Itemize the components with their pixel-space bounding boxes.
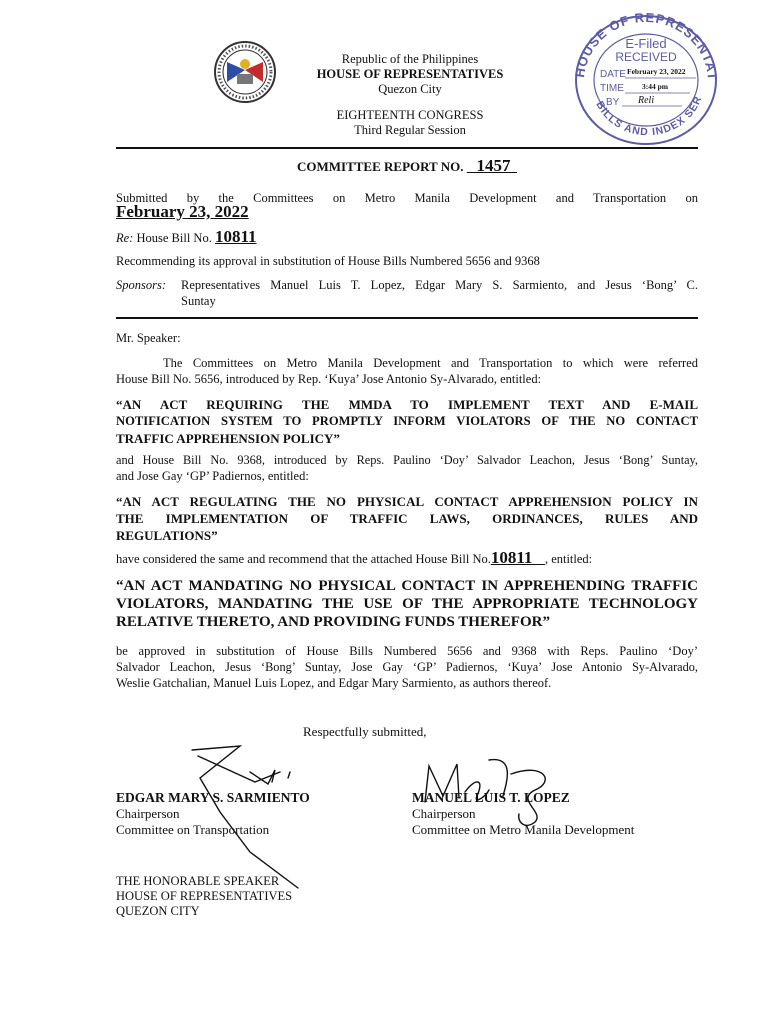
- para4-line1: be approved in substitution of House Bills Numbered 5656 and 9368 with Reps. Paulino ‘Doy’: [116, 644, 698, 658]
- para1-line1: The Committees on Metro Manila Development and Transportation to which were referred: [163, 356, 698, 370]
- stamp-time-value: 3:44 pm: [642, 82, 669, 91]
- sponsors-line2: Suntay: [181, 294, 216, 308]
- closing: Respectfully submitted,: [303, 724, 427, 739]
- stamp-date-value: February 23, 2022: [627, 67, 686, 76]
- signatory-2-committee: Committee on Metro Manila Development: [412, 822, 635, 837]
- addressee-line2: HOUSE OF REPRESENTATIVES: [116, 889, 293, 903]
- bill-title-substitute: [116, 577, 698, 631]
- re-line: [116, 229, 257, 246]
- recommending-line: Recommending its approval in substitution of House Bills Numbered 5656 and 9368: [116, 254, 540, 268]
- header-congress: EIGHTEENTH CONGRESS: [336, 108, 484, 122]
- addressee-line1: THE HONORABLE SPEAKER: [116, 874, 280, 888]
- title3-line3: RELATIVE THERETO, AND PROVIDING FUNDS THEREFOR”: [116, 614, 550, 630]
- signatory-1: [116, 790, 310, 838]
- signatory-1-role: Chairperson: [116, 806, 180, 821]
- title1-line2: NOTIFICATION SYSTEM TO PROMPTLY INFORM VIOLATORS OF THE NO CONTACT: [116, 414, 698, 428]
- stamp-ring-bottom: BILLS AND INDEX SER: [593, 94, 705, 139]
- report-number-line: [116, 156, 698, 176]
- re-text: House Bill No.: [136, 231, 212, 245]
- para3-before: have considered the same and recommend that the attached House Bill No.: [116, 552, 491, 566]
- para3-after: , entitled:: [544, 552, 593, 566]
- signatory-1-committee: Committee on Transportation: [116, 822, 270, 837]
- para3-bill-number: 10811: [490, 548, 533, 567]
- bill-title-9368: [116, 493, 698, 544]
- title1-line1: “AN ACT REQUIRING THE MMDA TO IMPLEMENT TEXT AND E-MAIL: [116, 397, 698, 412]
- submitted-line: Submitted by the Committees on Metro Manila Development and Transportation on: [116, 191, 698, 205]
- para4-line3: Weslie Gatchalian, Manuel Luis Lopez, and Edgar Mary Sarmiento, as authors thereof.: [116, 676, 552, 690]
- para2-line2: and Jose Gay ‘GP’ Padiernos, entitled:: [116, 469, 309, 483]
- stamp-efiled: E-Filed: [625, 36, 667, 51]
- title2-line3: REGULATIONS”: [116, 528, 218, 543]
- addressee: [116, 874, 292, 919]
- sponsors-line1: Representatives Manuel Luis T. Lopez, Edgar Mary S. Sarmiento, and Jesus ‘Bong’ C.: [181, 278, 698, 292]
- submitted-date: February 23, 2022: [116, 202, 249, 221]
- report-number: 1457: [476, 156, 511, 175]
- sponsors-label: Sponsors:: [116, 278, 167, 292]
- header-house: HOUSE OF REPRESENTATIVES: [316, 67, 504, 81]
- received-stamp: [572, 10, 720, 145]
- stamp-ring-top: HOUSE OF REPRESENTAT: [572, 10, 720, 82]
- para2-line1: and House Bill No. 9368, introduced by Reps. Paulino ‘Doy’ Salvador Leachon, Jesus ‘Bong’ Suntay,: [116, 453, 698, 467]
- title3-line1: “AN ACT MANDATING NO PHYSICAL CONTACT IN APPREHENDING TRAFFIC: [116, 578, 698, 594]
- stamp-by-value: Reli: [638, 95, 655, 106]
- title3-line2: VIOLATORS, MANDATING THE USE OF THE APPROPRIATE TECHNOLOGY: [116, 596, 698, 612]
- sponsors-divider: [116, 317, 698, 319]
- stamp-time-label: TIME: [600, 83, 624, 94]
- para1-line2: House Bill No. 5656, introduced by Rep. ‘Kuya’ Jose Antonio Sy-Alvarado, entitled:: [116, 372, 542, 386]
- stamp-received: RECEIVED: [615, 50, 677, 64]
- addressee-line3: QUEZON CITY: [116, 904, 200, 918]
- re-label: Re:: [116, 231, 134, 245]
- title2-line1: “AN ACT REGULATING THE NO PHYSICAL CONTACT APPREHENSION POLICY IN: [116, 494, 698, 509]
- header-republic: Republic of the Philippines: [341, 52, 479, 66]
- header-session: Third Regular Session: [354, 123, 466, 137]
- stamp-by-label: BY: [606, 97, 620, 108]
- report-label: COMMITTEE REPORT NO.: [296, 159, 464, 174]
- bill-title-5656: [116, 396, 698, 447]
- title1-line3: TRAFFIC APPREHENSION POLICY”: [116, 431, 340, 446]
- header-city: Quezon City: [378, 82, 442, 96]
- signatory-2-name: MANUEL LUIS T. LOPEZ: [412, 790, 570, 805]
- signatory-2-role: Chairperson: [412, 806, 476, 821]
- signatory-2: [412, 790, 634, 838]
- re-bill-number: 10811: [214, 227, 257, 246]
- header-divider: [116, 147, 698, 149]
- signatory-1-name: EDGAR MARY S. SARMIENTO: [116, 790, 310, 805]
- stamp-date-label: DATE: [600, 69, 626, 80]
- para3-line: [116, 550, 592, 567]
- salutation: Mr. Speaker:: [116, 331, 181, 345]
- title2-line2: THE IMPLEMENTATION OF TRAFFIC LAWS, ORDINANCES, RULES AND: [116, 511, 698, 526]
- para4-line2: Salvador Leachon, Jesus ‘Bong’ Suntay, Jose Gay ‘GP’ Padiernos, ‘Kuya’ Jose Antonio Sy-Alvarado,: [116, 660, 698, 674]
